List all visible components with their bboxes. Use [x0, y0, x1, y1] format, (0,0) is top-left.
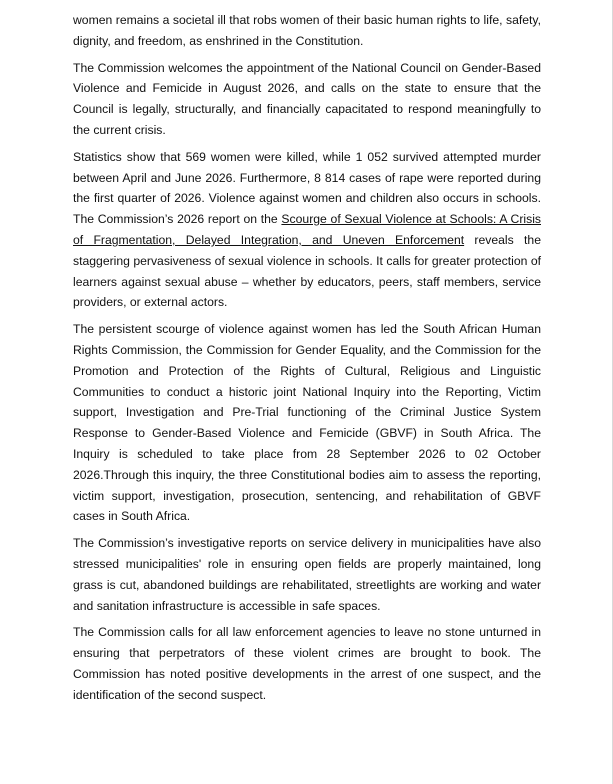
document-body [73, 10, 541, 712]
paragraph-societal-ill: women remains a societal ill that robs women of their basic human rights to life, safety, dignity, and freedom, as enshrined in the Constitution. [73, 13, 541, 48]
statistics-text-after-link: reveals the staggering pervasiveness of sexual violence in schools. It calls for greater protection of learners against sexual abuse – whether by educators, peers, staff members, service providers, or external actors. [73, 232, 541, 310]
paragraph-law-enforcement: The Commission calls for all law enforcement agencies to leave no stone unturned in ensuring that perpetrators of these violent crimes are brought to book. The Commission has noted positive developments in the arrest of one suspect, and the identification of the second suspect. [73, 625, 541, 702]
paragraph-national-inquiry: The persistent scourge of violence against women has led the South African Human Rights Commission, the Commission for Gender Equality, and the Commission for the Promotion and Protection of the Rights of Cultural, Religious and Linguistic Communities to conduct a historic joint National Inquiry into the Reporting, Victim support, Investigation and Pre-Trial functioning of the Criminal Justice System Response to Gender-Based Violence and Femicide (GBVF) in South Africa. The Inquiry is scheduled to take place from 28 September 2026 to 02 October 2026.Through this inquiry, the three Constitutional bodies aim to assess the reporting, victim support, investigation, prosecution, sentencing, and rehabilitation of GBVF cases in South Africa. [73, 322, 541, 524]
paragraph-statistics [73, 147, 541, 313]
report-link[interactable]: Scourge of Sexual Violence at Schools: A Crisis of Fragmentation, Delayed Integration, and Uneven Enforcement [73, 212, 541, 247]
paragraph-municipalities: The Commission’s investigative reports on service delivery in municipalities have also stressed municipalities' role in ensuring open fields are properly maintained, long grass is cut, abandoned buildings are rehabilitated, streetlights are working and water and sanitation infrastructure is accessible in safe spaces. [73, 536, 541, 613]
paragraph-national-council: The Commission welcomes the appointment of the National Council on Gender-Based Violence and Femicide in August 2026, and calls on the state to ensure that the Council is legally, structurally, and financially capacitated to respond meaningfully to the current crisis. [73, 60, 541, 137]
statistics-text-before-link: Statistics show that 569 women were killed, while 1 052 survived attempted murder between April and June 2026. Furthermore, 8 814 cases of rape were reported during the first quarter of 2026. Violence against women and children also occurs in schools. The Commission’s 2026 report on the [73, 149, 541, 227]
